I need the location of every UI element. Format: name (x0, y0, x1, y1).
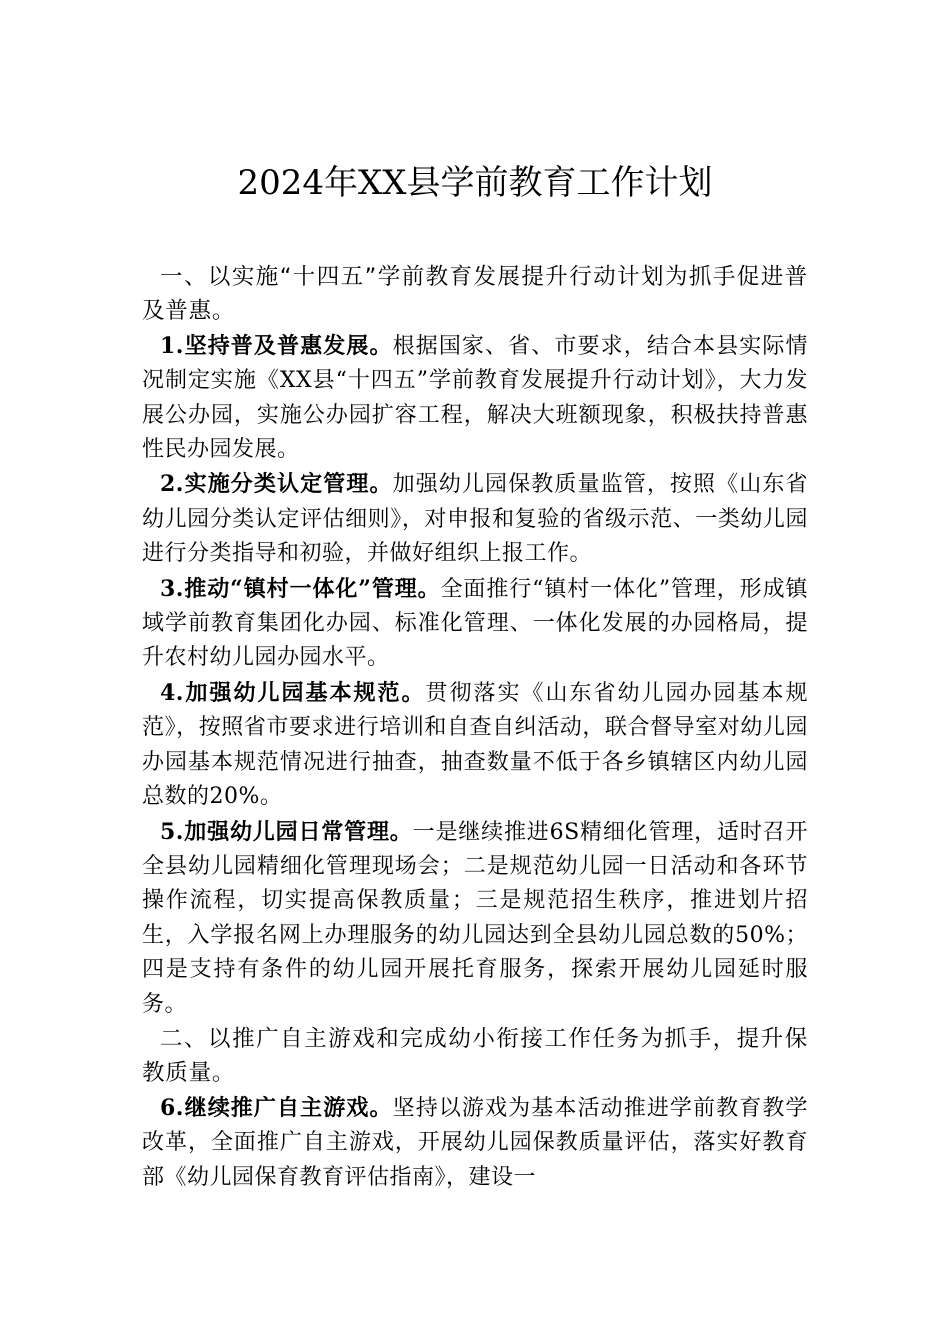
document-title: 2024年XX县学前教育工作计划 (237, 163, 713, 203)
item-lead: 1.坚持普及普惠发展。 (160, 332, 393, 359)
paragraph-item-4 (142, 676, 808, 815)
item-text: 加强幼儿园保教质量监管，按照《山东省幼儿园分类认定评估细则》，对申报和复验的省级示范、一类幼儿园进行分类指导和初验，并做好组织上报工作。 (142, 472, 808, 567)
paragraph-item-1 (142, 329, 808, 468)
document-body (142, 260, 808, 1195)
item-text: 一是继续推进6S精细化管理，适时召开全县幼儿园精细化管理现场会；二是规范幼儿园一日活动和各环节操作流程，切实提高保教质量；三是规范招生秩序，推进划片招生，入学报名网上办理服务的幼儿园达到全县幼儿园总数的50%；四是支持有条件的幼儿园开展托育服务，探索开展幼儿园延时服务。 (142, 819, 809, 1017)
paragraph-item-3 (142, 572, 808, 676)
item-text: 根据国家、省、市要求，结合本县实际情况制定实施《XX县“十四五”学前教育发展提升行动计划》，大力发展公办园，实施公办园扩容工程，解决大班额现象，积极扶持普惠性民办园发展。 (142, 333, 808, 463)
item-lead: 2.实施分类认定管理。 (160, 471, 393, 498)
paragraph-item-2 (142, 467, 808, 571)
section-heading-1: 一、以实施“十四五”学前教育发展提升行动计划为抓手促进普及普惠。 (142, 264, 808, 325)
item-text: 全面推行“镇村一体化”管理，形成镇域学前教育集团化办园、标准化管理、一体化发展的办园格局，提升农村幼儿园办园水平。 (142, 576, 808, 671)
paragraph-item-6 (142, 1091, 808, 1195)
section-heading-2: 二、以推广自主游戏和完成幼小衔接工作任务为抓手，提升保教质量。 (142, 1025, 808, 1087)
item-lead: 3.推动“镇村一体化”管理。 (160, 575, 441, 602)
item-text: 坚持以游戏为基本活动推进学前教育教学改革，全面推广自主游戏，开展幼儿园保教质量评估，落实好教育部《幼儿园保育教育评估指南》，建设一 (142, 1095, 808, 1190)
paragraph-item-5 (142, 815, 808, 1022)
item-text: 贯彻落实《山东省幼儿园办园基本规范》，按照省市要求进行培训和自查自纠活动，联合督导室对幼儿园办园基本规范情况进行抽查，抽查数量不低于各乡镇辖区内幼儿园总数的20%。 (142, 680, 808, 810)
item-lead: 5.加强幼儿园日常管理。 (160, 818, 413, 845)
item-lead: 6.继续推广自主游戏。 (160, 1094, 393, 1121)
item-lead: 4.加强幼儿园基本规范。 (160, 679, 426, 706)
